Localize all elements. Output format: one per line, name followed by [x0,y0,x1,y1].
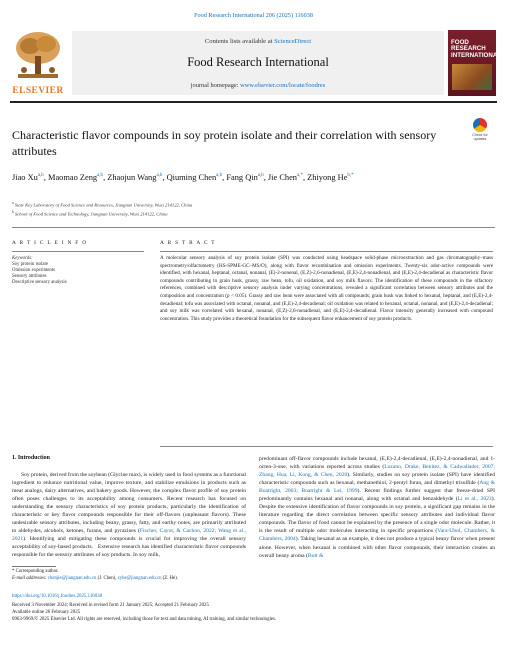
title-divider [12,227,495,228]
abstract-rule [160,251,493,252]
author-name[interactable]: Zhaojun Wang [107,172,157,182]
author-name[interactable]: Fang Qin [226,172,258,182]
keyword: Sensory attributes [12,274,47,279]
affiliation-marker: b [12,209,14,214]
keyword: Descriptive sensory analysis [12,280,67,285]
body-text: ). Identifying and mitigating these compounds is crucial for improving the overall sensory acceptability of soy-based products. [12,536,246,551]
footnotes [12,568,178,582]
article-info-rule [12,251,144,252]
keywords-list [12,262,67,286]
email-link-chen[interactable]: chenjie@jiangnan.edu.cn [47,576,97,581]
citation-link[interactable]: Lozano, Drake, Benitez, & Cadwallader, 2007; Zhang, Hua, Li, Kong, & Chen, 2020 [259,464,495,479]
author-name[interactable]: Qiuming Chen [166,172,217,182]
online-date: Available online 26 February 2025 [12,610,81,615]
email-addresses: E-mail addresses: chenjie@jiangnan.edu.cn (J. Chen), zyhe@jiangnan.edu.cn (Z. He). [12,576,178,581]
introduction-heading: 1. Introduction [12,455,50,461]
author-name[interactable]: Zhiyong He [307,172,348,182]
author-affiliation-marker[interactable]: a,* [297,173,303,178]
keyword: Soy protein isolate [12,262,48,267]
keyword: Omission experiments [12,268,56,273]
author-affiliation-marker[interactable]: a,b [156,173,163,178]
journal-citation[interactable]: Food Research International 206 (2025) 116038 [194,12,313,19]
cover-image [452,64,492,90]
tree-icon [10,28,66,84]
author-name[interactable]: Jiao Xu [12,172,38,182]
copyright-line: 0963-9969/© 2025 Elsevier Ltd. All rights are reserved, including those for text and data mining, AI training, and similar technologies. [12,617,277,622]
cover-title: FOOD RESEARCH INTERNATIONAL [451,39,502,59]
keywords-label: Keywords: [12,256,33,261]
author-affiliation-marker[interactable]: a,b [216,173,223,178]
homepage-link[interactable]: www.elsevier.com/locate/foodres [240,82,326,89]
doi-link[interactable]: https://doi.org/10.1016/j.foodres.2025.116038 [12,594,103,599]
citation-link[interactable]: Li et al., 2023 [457,496,492,503]
affiliation [12,200,492,209]
check-for-updates-badge[interactable] [468,118,492,144]
check-updates-label: Check for updates [472,133,488,141]
citation-link[interactable]: Fischer, Cayot, & Cachon, 2022; Wang et al., 2021 [12,528,247,543]
journal-title: Food Research International [187,55,329,69]
abstract-bottom-rule [160,446,493,447]
article-dates: Received 3 November 2024; Received in revised form 21 January 2025; Accepted 21 February 2025 [12,603,209,608]
sciencedirect-link[interactable]: ScienceDirect [274,38,312,45]
abstract-heading: A B S T R A C T [160,240,216,246]
body-column-left [12,471,246,560]
journal-cover-thumbnail[interactable] [448,30,502,96]
abstract-text: A molecular sensory analysis of soy protein isolate (SPI) was conducted using headspace solid-phase microextraction and gas chromatography–mass spectrometry/olfactometry (HS-SPME-GC–MS/O), along with flavor recombination and omission experiments. Twenty-six odor-active compounds were identified, with hexanal, heptanal, octanal, nonanal, (E)-2-nonenal, (E,Z)-2,6-nonadienal, (E,E)-2,4-nonadienal, and (E,E)-2,4-decadienal as characteristic flavor compounds contributing to grain husk, grassy, raw bean, tofu, oil oxidation, and soy milk flavors. The identification of these compounds in the olfactory references, combined with descriptive sensory analysis under varying concentrations, revealed a significant correlation between sensory attributes and the composition and concentration (p < 0.05). Grassy and raw bean were associated with all compounds; grain husk was linked to hexanal, heptanal, and (E,E)-2,4-decadienal; tofu was associated with octanal, nonanal, and (E,E)-2,4-decadienal; oil oxidation was related to hexanal, octanal, nonanal, and (E,E)-2,4-decadienal; and soy milk was correlated with hexanal, nonanal, (E,Z)-2,6-nonadienal, and (E,E)-2,4-decadienal. Flavor intensity generally increased with compound concentration. This study provides a theoretical foundation for the subsequent flavor enhancement of soy protein products. [160,255,493,322]
email-link-he[interactable]: zyhe@jiangnan.edu.cn [117,576,162,581]
citation-link[interactable]: Bott & [307,552,324,559]
article-info-heading: A R T I C L E I N F O [12,240,88,246]
affiliation [12,209,492,218]
author-affiliation-marker[interactable]: a,b [37,173,44,178]
body-text: ). Similarly, studies on soy protein isolate (SPI) have identified characteristic compounds such as hexanal, methanethiol, 2-pentyl furan, and dimethyl trisulfide ( [259,472,495,487]
author-affiliation-marker[interactable]: a,b [257,173,264,178]
author-name[interactable]: Maomao Zeng [48,172,98,182]
body-text: Soy protein, derived from the soybean (Glycine max), is widely used in food systems as a functional ingredient to enhance nutritional value, improve texture, and stabilize emulsions in products such as meat analogs, dairy alternatives, and bakery goods. However, the complex flavor profile of soy protein often poses challenges to its acceptability among consumers. Recent research has focused on understanding the sensory characteristics of soy protein products, particularly the identification of characteristic or key flavor compounds responsible for their off-flavors (unpleasant flavors). These undesirable sensory attributes, including beany, grassy, fatty, and earthy notes, are primarily attributed to aldehydes, alcohols, ketones, furans, and pyrazines ( [12,472,246,535]
body-text: ). Recent findings further suggest that freeze-dried SPI predominantly contains hexanal and nonanal, along with octanal and benzaldehyde ( [259,488,495,503]
citation-link[interactable]: Vara-Ubol, Chambers, & Chambers, 2004 [259,528,495,543]
author-list: Jiao Xu$^{a,b}$, Maomao Zeng$^{a,b}$, Zhaojun Wang$^{a,b}$, Qiuming Chen$^{a,b}$, Fang Qin$^{a,b}$, Jie Chen$^{a,*}$, Zhiyong $He^{b,*}$ [12,172,354,182]
publisher-wordmark: ELSEVIER [12,86,64,96]
body-column-right [259,455,495,560]
article-title: Characteristic flavor compounds in soy protein isolate and their correlation with sensory attributes [12,128,437,158]
corresponding-author-note: * Corresponding author. [12,569,59,574]
body-text: predominant off-flavor compounds include hexanal, (E,E)-2,4-decadienal, (E,E)-2,4-nonadienal, and 1-octen-3-one, with variations reported across studies ( [259,456,495,471]
author-name[interactable]: Jie Chen [267,172,297,182]
author-affiliation-marker[interactable]: a,b [97,173,104,178]
affiliation-text: State Key Laboratory of Food Science and Resources, Jiangnan University, Wuxi 214122, China [14,202,193,208]
body-text: Extensive research has identified characteristic flavor compounds responsible for the sensory attributes of soy products. In soy milk, [12,544,246,559]
check-updates-icon [473,118,487,132]
citation-link[interactable]: Ang & Boatright, 2003; Boatright & Lei, 1999 [259,480,495,495]
affiliations [12,200,492,217]
body-text: ). Despite the extensive identification of flavor compounds in soy protein, a significant gap remains in the literature regarding the direct correlation between specific sensory attributes and individual flavor compounds. The flavor of food cannot be explained by the presence of a single odor molecule. Rather, it is the result of multiple odor molecules interacting in specific proportions ( [259,496,495,535]
affiliation-text: School of Food Science and Technology, Jiangnan University, Wuxi 214122, China [14,211,168,217]
journal-homepage: journal homepage: www.elsevier.com/locate/foodres [190,82,326,89]
affiliation-marker: a [12,201,14,205]
footnote-rule [12,566,56,567]
body-text: ). Taking hexanal as an example, it does not produce a typical beany flavor when present alone. However, when hexanal is combined with other flavor compounds, their interaction creates an overall beany aroma ( [259,536,495,559]
contents-line: Contents lists available at ScienceDirect [204,38,312,45]
masthead-divider [10,101,497,103]
author-affiliation-marker[interactable]: b,* [347,173,354,178]
